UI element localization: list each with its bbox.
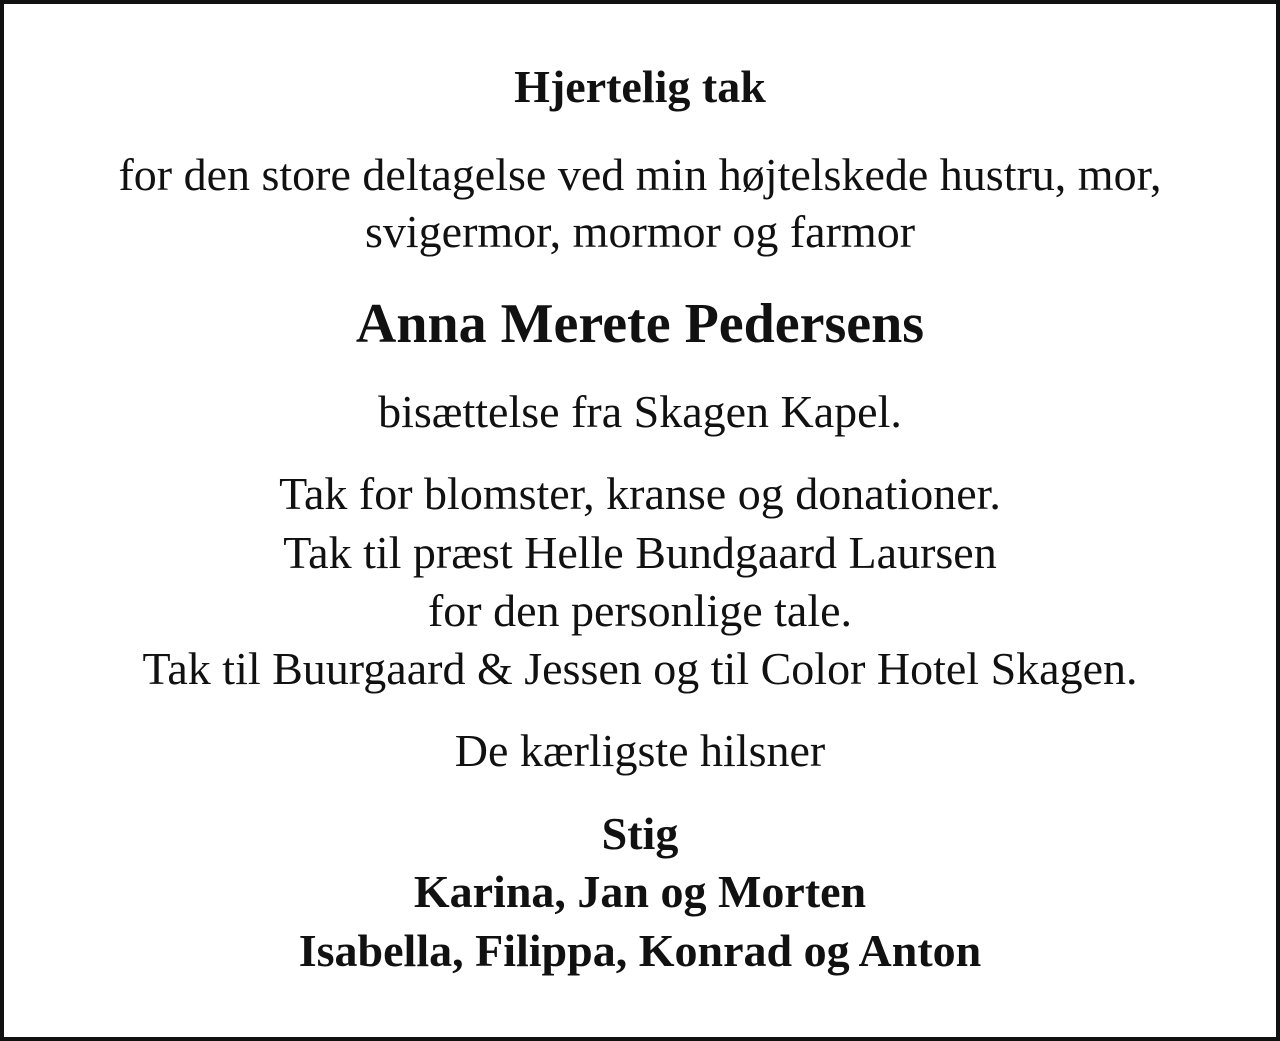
thanks-line-1: Tak for blomster, kranse og donationer. xyxy=(279,468,1001,519)
funeral-line: bisættelse fra Skagen Kapel. xyxy=(378,386,902,437)
signature-line-2: Karina, Jan og Morten xyxy=(413,866,867,917)
thanks-line-2: Tak til præst Helle Bundgaard Laursen xyxy=(283,527,997,578)
notice-heading: Hjertelig tak xyxy=(514,61,766,112)
greeting-line: De kærligste hilsner xyxy=(454,725,826,776)
intro-line-2: svigermor, mormor og farmor xyxy=(364,206,916,257)
deceased-name: Anna Merete Pedersens xyxy=(355,293,925,355)
thanks-line-3: for den personlige tale. xyxy=(427,585,853,636)
thanks-line-4: Tak til Buurgaard & Jessen og til Color Hotel Skagen. xyxy=(142,643,1138,694)
signature-line-1: Stig xyxy=(601,808,679,859)
signature-line-3: Isabella, Filippa, Konrad og Anton xyxy=(298,925,982,976)
intro-line-1: for den store deltagelse ved min højtelskede hustru, mor, xyxy=(118,149,1162,200)
